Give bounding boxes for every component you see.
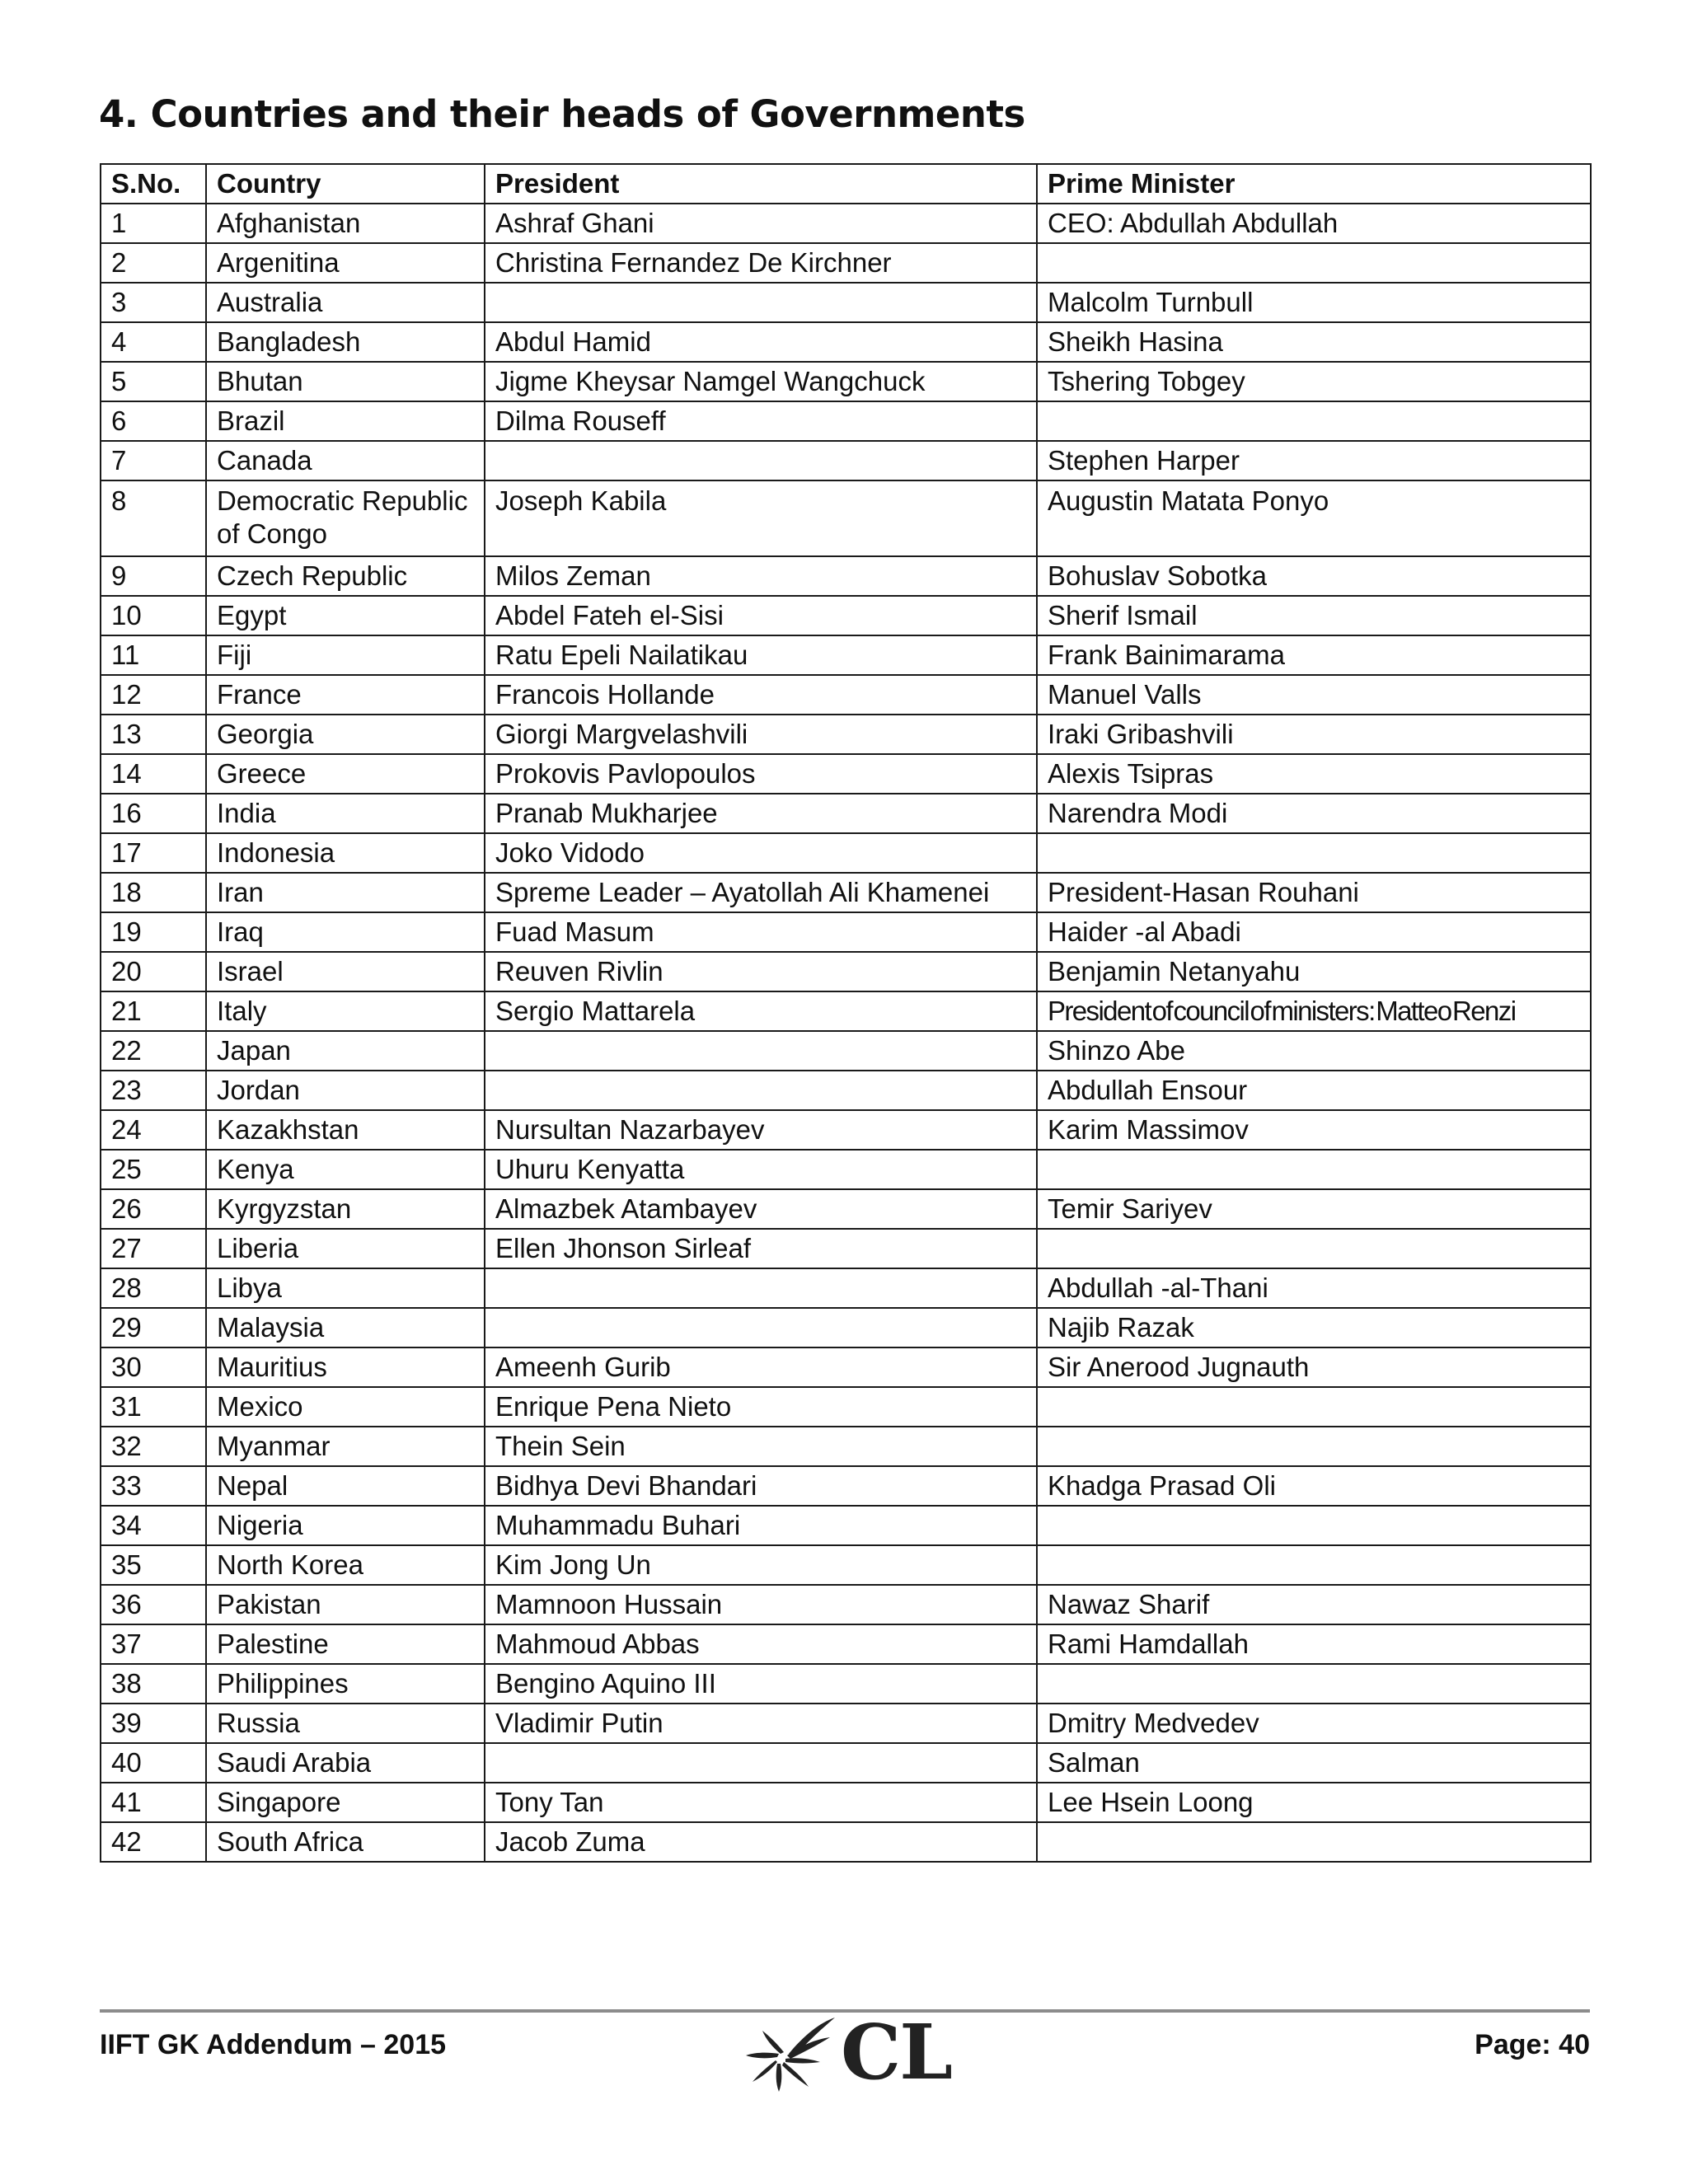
- cell-country: Kyrgyzstan: [206, 1189, 485, 1229]
- cell-president: Nursultan Nazarbayev: [485, 1110, 1037, 1150]
- cell-president: Abdul Hamid: [485, 322, 1037, 362]
- table-row: [101, 1427, 1591, 1466]
- cell-sno: 22: [101, 1031, 206, 1071]
- table-row: [101, 952, 1591, 991]
- cell-prime-minister: Temir Sariyev: [1037, 1189, 1591, 1229]
- cell-country: Greece: [206, 754, 485, 794]
- table-row: [101, 596, 1591, 635]
- cell-president: Bidhya Devi Bhandari: [485, 1466, 1037, 1506]
- page-number: Page: 40: [1475, 2029, 1590, 2060]
- cell-sno: 42: [101, 1822, 206, 1862]
- cell-country: Georgia: [206, 715, 485, 754]
- cell-sno: 6: [101, 401, 206, 441]
- table-row: [101, 401, 1591, 441]
- cell-prime-minister: [1037, 1506, 1591, 1545]
- cell-prime-minister: Nawaz Sharif: [1037, 1585, 1591, 1624]
- cell-sno: 40: [101, 1743, 206, 1783]
- table-row: [101, 1268, 1591, 1308]
- cell-country: Nigeria: [206, 1506, 485, 1545]
- cell-prime-minister: Benjamin Netanyahu: [1037, 952, 1591, 991]
- cell-prime-minister: [1037, 1427, 1591, 1466]
- cell-prime-minister: Abdullah Ensour: [1037, 1071, 1591, 1110]
- cell-president: Spreme Leader – Ayatollah Ali Khamenei: [485, 873, 1037, 912]
- cell-prime-minister: Shinzo Abe: [1037, 1031, 1591, 1071]
- table-row: [101, 204, 1591, 243]
- table-row: [101, 794, 1591, 833]
- cell-sno: 27: [101, 1229, 206, 1268]
- cell-sno: 8: [101, 480, 206, 556]
- heads-of-government-table: [100, 163, 1592, 1863]
- cell-prime-minister: Dmitry Medvedev: [1037, 1704, 1591, 1743]
- cell-country: France: [206, 675, 485, 715]
- cell-country: Bangladesh: [206, 322, 485, 362]
- cell-sno: 1: [101, 204, 206, 243]
- cell-country: India: [206, 794, 485, 833]
- cell-country: Canada: [206, 441, 485, 480]
- header-prime-minister: Prime Minister: [1037, 164, 1591, 204]
- cell-prime-minister: President-Hasan Rouhani: [1037, 873, 1591, 912]
- table-header-row: [101, 164, 1591, 204]
- table-row: [101, 1506, 1591, 1545]
- cell-president: Dilma Rouseff: [485, 401, 1037, 441]
- table-row: [101, 1150, 1591, 1189]
- cell-sno: 10: [101, 596, 206, 635]
- cell-sno: 2: [101, 243, 206, 283]
- cell-sno: 32: [101, 1427, 206, 1466]
- table-row: [101, 1822, 1591, 1862]
- page-title: 4. Countries and their heads of Governments: [99, 92, 1025, 136]
- cell-president: Tony Tan: [485, 1783, 1037, 1822]
- cell-country: Mauritius: [206, 1347, 485, 1387]
- table-row: [101, 1466, 1591, 1506]
- table-row: [101, 362, 1591, 401]
- cell-sno: 34: [101, 1506, 206, 1545]
- cell-president: Joko Vidodo: [485, 833, 1037, 873]
- cell-president: [485, 1268, 1037, 1308]
- cell-president: Fuad Masum: [485, 912, 1037, 952]
- cell-prime-minister: CEO: Abdullah Abdullah: [1037, 204, 1591, 243]
- cell-president: [485, 1071, 1037, 1110]
- cell-president: Joseph Kabila: [485, 480, 1037, 556]
- cell-president: [485, 283, 1037, 322]
- table-row: [101, 1704, 1591, 1743]
- cell-country: Israel: [206, 952, 485, 991]
- cell-prime-minister: President of council of ministers: Matteo Renzi: [1037, 991, 1591, 1031]
- cell-president: Sergio Mattarela: [485, 991, 1037, 1031]
- cell-prime-minister: Alexis Tsipras: [1037, 754, 1591, 794]
- cell-sno: 4: [101, 322, 206, 362]
- cell-country: Czech Republic: [206, 556, 485, 596]
- cell-sno: 29: [101, 1308, 206, 1347]
- cell-sno: 12: [101, 675, 206, 715]
- cell-prime-minister: [1037, 243, 1591, 283]
- cell-prime-minister: Karim Massimov: [1037, 1110, 1591, 1150]
- cell-sno: 9: [101, 556, 206, 596]
- cell-president: Milos Zeman: [485, 556, 1037, 596]
- cell-country: Pakistan: [206, 1585, 485, 1624]
- cell-sno: 18: [101, 873, 206, 912]
- cell-prime-minister: Khadga Prasad Oli: [1037, 1466, 1591, 1506]
- cell-sno: 19: [101, 912, 206, 952]
- table-row: [101, 441, 1591, 480]
- cell-sno: 33: [101, 1466, 206, 1506]
- cell-country: Russia: [206, 1704, 485, 1743]
- cell-president: Jigme Kheysar Namgel Wangchuck: [485, 362, 1037, 401]
- cell-prime-minister: Narendra Modi: [1037, 794, 1591, 833]
- cell-prime-minister: Tshering Tobgey: [1037, 362, 1591, 401]
- cell-sno: 35: [101, 1545, 206, 1585]
- cell-country: Fiji: [206, 635, 485, 675]
- cell-sno: 37: [101, 1624, 206, 1664]
- cell-prime-minister: Najib Razak: [1037, 1308, 1591, 1347]
- header-country: Country: [206, 164, 485, 204]
- cell-sno: 7: [101, 441, 206, 480]
- cell-prime-minister: [1037, 1387, 1591, 1427]
- cell-president: Reuven Rivlin: [485, 952, 1037, 991]
- cell-sno: 3: [101, 283, 206, 322]
- cell-prime-minister: [1037, 1822, 1591, 1862]
- cell-president: Uhuru Kenyatta: [485, 1150, 1037, 1189]
- cell-prime-minister: Augustin Matata Ponyo: [1037, 480, 1591, 556]
- cell-country: Afghanistan: [206, 204, 485, 243]
- cell-sno: 31: [101, 1387, 206, 1427]
- cell-president: [485, 441, 1037, 480]
- cell-prime-minister: Salman: [1037, 1743, 1591, 1783]
- cell-sno: 23: [101, 1071, 206, 1110]
- table-row: [101, 991, 1591, 1031]
- cell-country: Argenitina: [206, 243, 485, 283]
- cell-president: Prokovis Pavlopoulos: [485, 754, 1037, 794]
- cell-sno: 28: [101, 1268, 206, 1308]
- cell-prime-minister: Sir Anerood Jugnauth: [1037, 1347, 1591, 1387]
- table-row: [101, 322, 1591, 362]
- cell-president: Muhammadu Buhari: [485, 1506, 1037, 1545]
- table-row: [101, 1664, 1591, 1704]
- cell-president: [485, 1743, 1037, 1783]
- cell-president: Ellen Jhonson Sirleaf: [485, 1229, 1037, 1268]
- table-row: [101, 833, 1591, 873]
- cell-president: Vladimir Putin: [485, 1704, 1037, 1743]
- cell-president: Thein Sein: [485, 1427, 1037, 1466]
- footer-publication: IIFT GK Addendum – 2015: [100, 2029, 447, 2060]
- cell-prime-minister: [1037, 1664, 1591, 1704]
- cell-country: Liberia: [206, 1229, 485, 1268]
- cell-sno: 11: [101, 635, 206, 675]
- cell-prime-minister: [1037, 1150, 1591, 1189]
- cell-prime-minister: Abdullah -al-Thani: [1037, 1268, 1591, 1308]
- brand-logo-text: CL: [841, 2008, 951, 2097]
- table-row: [101, 635, 1591, 675]
- cell-president: Kim Jong Un: [485, 1545, 1037, 1585]
- table-row: [101, 243, 1591, 283]
- cell-prime-minister: Bohuslav Sobotka: [1037, 556, 1591, 596]
- cell-country: Libya: [206, 1268, 485, 1308]
- table-row: [101, 873, 1591, 912]
- cell-country: Jordan: [206, 1071, 485, 1110]
- cell-president: Ameenh Gurib: [485, 1347, 1037, 1387]
- cell-prime-minister: Lee Hsein Loong: [1037, 1783, 1591, 1822]
- cell-country: Iraq: [206, 912, 485, 952]
- cell-president: Jacob Zuma: [485, 1822, 1037, 1862]
- table-row: [101, 1308, 1591, 1347]
- cell-president: Abdel Fateh el-Sisi: [485, 596, 1037, 635]
- cell-country: Japan: [206, 1031, 485, 1071]
- table-row: [101, 283, 1591, 322]
- table-row: [101, 1071, 1591, 1110]
- header-president: President: [485, 164, 1037, 204]
- cell-country: South Africa: [206, 1822, 485, 1862]
- table-row: [101, 1189, 1591, 1229]
- cell-president: Francois Hollande: [485, 675, 1037, 715]
- table-row: [101, 1783, 1591, 1822]
- cell-sno: 20: [101, 952, 206, 991]
- cell-prime-minister: Haider -al Abadi: [1037, 912, 1591, 952]
- cell-prime-minister: Iraki Gribashvili: [1037, 715, 1591, 754]
- table-row: [101, 1743, 1591, 1783]
- cell-prime-minister: [1037, 1229, 1591, 1268]
- cell-president: Enrique Pena Nieto: [485, 1387, 1037, 1427]
- cell-country: Australia: [206, 283, 485, 322]
- cell-prime-minister: [1037, 833, 1591, 873]
- cell-president: Mahmoud Abbas: [485, 1624, 1037, 1664]
- cell-country: Iran: [206, 873, 485, 912]
- cell-president: Giorgi Margvelashvili: [485, 715, 1037, 754]
- table-row: [101, 1585, 1591, 1624]
- cell-country: Philippines: [206, 1664, 485, 1704]
- cell-sno: 36: [101, 1585, 206, 1624]
- cell-president: Ratu Epeli Nailatikau: [485, 635, 1037, 675]
- cell-president: Pranab Mukharjee: [485, 794, 1037, 833]
- cell-sno: 14: [101, 754, 206, 794]
- cell-sno: 41: [101, 1783, 206, 1822]
- cell-sno: 39: [101, 1704, 206, 1743]
- cell-sno: 17: [101, 833, 206, 873]
- cell-president: Christina Fernandez De Kirchner: [485, 243, 1037, 283]
- cell-sno: 16: [101, 794, 206, 833]
- cell-prime-minister: Malcolm Turnbull: [1037, 283, 1591, 322]
- cell-country: Singapore: [206, 1783, 485, 1822]
- cell-sno: 38: [101, 1664, 206, 1704]
- cell-country: Saudi Arabia: [206, 1743, 485, 1783]
- cell-sno: 26: [101, 1189, 206, 1229]
- table-row: [101, 1110, 1591, 1150]
- cell-sno: 21: [101, 991, 206, 1031]
- cell-country: Bhutan: [206, 362, 485, 401]
- cell-president: Mamnoon Hussain: [485, 1585, 1037, 1624]
- cell-president: Bengino Aquino III: [485, 1664, 1037, 1704]
- cell-country: Indonesia: [206, 833, 485, 873]
- cell-sno: 25: [101, 1150, 206, 1189]
- table-row: [101, 675, 1591, 715]
- table-row: [101, 1387, 1591, 1427]
- cell-country: Democratic Republic of Congo: [206, 480, 485, 556]
- cell-country: Mexico: [206, 1387, 485, 1427]
- table-row: [101, 1545, 1591, 1585]
- table-row: [101, 1624, 1591, 1664]
- table-row: [101, 754, 1591, 794]
- cell-president: [485, 1308, 1037, 1347]
- cell-prime-minister: Frank Bainimarama: [1037, 635, 1591, 675]
- cell-prime-minister: Stephen Harper: [1037, 441, 1591, 480]
- table-row: [101, 556, 1591, 596]
- cell-country: Egypt: [206, 596, 485, 635]
- table-row: [101, 480, 1591, 556]
- cell-president: Ashraf Ghani: [485, 204, 1037, 243]
- cell-prime-minister: [1037, 401, 1591, 441]
- table-row: [101, 1031, 1591, 1071]
- cell-sno: 5: [101, 362, 206, 401]
- table-row: [101, 912, 1591, 952]
- header-sno: S.No.: [101, 164, 206, 204]
- table-row: [101, 715, 1591, 754]
- cell-prime-minister: Manuel Valls: [1037, 675, 1591, 715]
- cell-country: North Korea: [206, 1545, 485, 1585]
- cell-country: Kenya: [206, 1150, 485, 1189]
- cell-prime-minister: Sherif Ismail: [1037, 596, 1591, 635]
- table-row: [101, 1347, 1591, 1387]
- cell-country: Italy: [206, 991, 485, 1031]
- cell-country: Kazakhstan: [206, 1110, 485, 1150]
- cell-president: Almazbek Atambayev: [485, 1189, 1037, 1229]
- cell-country: Nepal: [206, 1466, 485, 1506]
- cell-prime-minister: [1037, 1545, 1591, 1585]
- cell-prime-minister: Rami Hamdallah: [1037, 1624, 1591, 1664]
- cell-sno: 13: [101, 715, 206, 754]
- cell-sno: 30: [101, 1347, 206, 1387]
- cell-prime-minister: Sheikh Hasina: [1037, 322, 1591, 362]
- cell-sno: 24: [101, 1110, 206, 1150]
- cell-country: Brazil: [206, 401, 485, 441]
- table-row: [101, 1229, 1591, 1268]
- cell-country: Malaysia: [206, 1308, 485, 1347]
- cell-country: Palestine: [206, 1624, 485, 1664]
- cell-country: Myanmar: [206, 1427, 485, 1466]
- cell-president: [485, 1031, 1037, 1071]
